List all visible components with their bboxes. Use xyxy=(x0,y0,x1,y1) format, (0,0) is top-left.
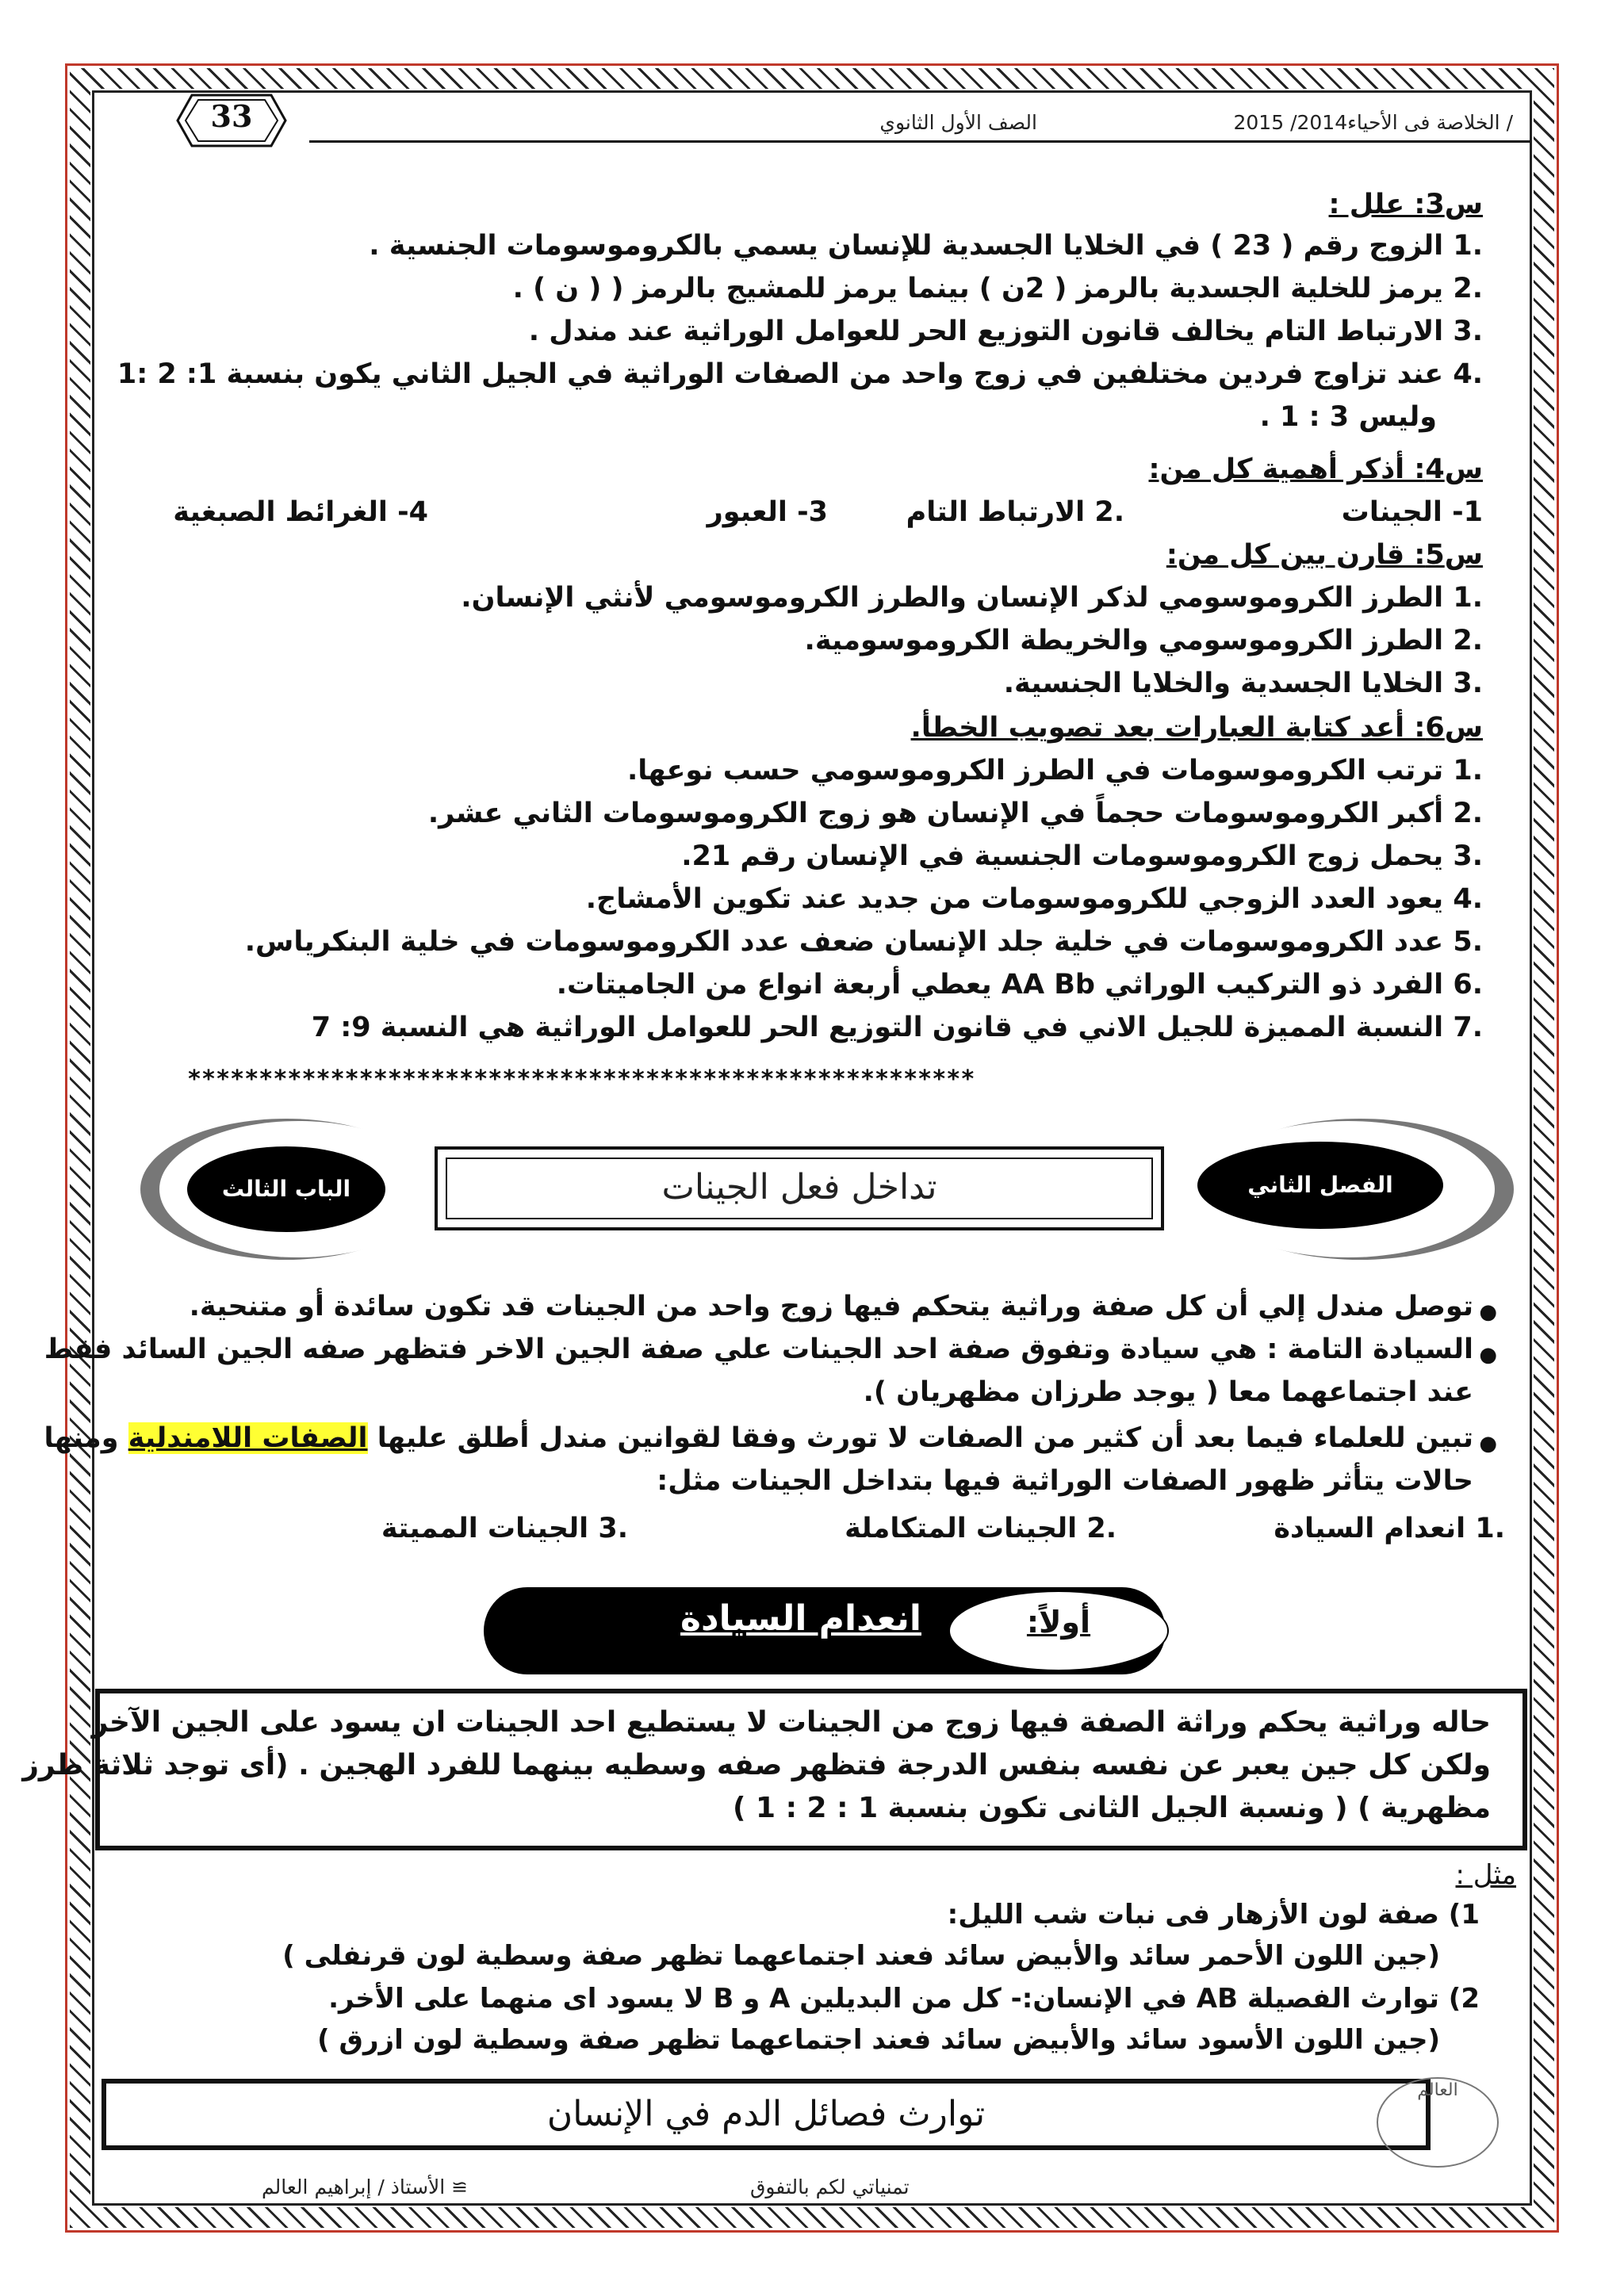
q3-item-4 xyxy=(117,354,1483,395)
bullet-icon: ● xyxy=(1479,1432,1497,1456)
item-number: .7 xyxy=(1453,1012,1483,1043)
item-text: أكبر الكروموسومات حجماً في الإنسان هو زوج الكروموسومات الثاني عشر. xyxy=(427,798,1444,829)
q4-item-4: 4- الغرائط الصبغية xyxy=(173,496,428,528)
q3-item-2 xyxy=(513,268,1483,309)
stamp-text: العالم xyxy=(1417,2080,1458,2100)
q4-heading: س4: أذكر أهمية كل من: xyxy=(1148,453,1483,485)
chapter-title: تداخل فعل الجينات xyxy=(446,1158,1153,1219)
q4-item-1: 1- الجينات xyxy=(1341,496,1483,528)
q6-heading: س6: أعد كتابة العبارات بعد تصويب الخطأ. xyxy=(910,712,1483,744)
item-number: .3 xyxy=(1453,668,1483,699)
book-part-badge: الباب الثالث xyxy=(187,1146,385,1232)
header-grade: الصف الأول الثانوي xyxy=(879,111,1037,134)
q6-item-3 xyxy=(681,836,1483,877)
item-number: .2 xyxy=(1453,273,1483,304)
q5-heading: س5: قارن بين كل من: xyxy=(1166,539,1483,571)
signature-stamp xyxy=(1377,2077,1499,2168)
item-number: .4 xyxy=(1453,358,1483,390)
item-number: .5 xyxy=(1453,926,1483,958)
item-text: يعود العدد الزوجي للكروموسومات من جديد عند تكوين الأمشاج. xyxy=(585,883,1444,915)
section-label: أولاً: xyxy=(1026,1605,1091,1640)
section-title: انعدام السيادة xyxy=(680,1598,921,1639)
q6-item-7 xyxy=(312,1007,1483,1048)
item-number: .3 xyxy=(1453,840,1483,872)
definition-line-3: مظهرية ) ( ونسبة الجيل الثانى تكون بنسبة 1 : 2 : 1 ) xyxy=(733,1792,1491,1824)
q6-item-1 xyxy=(627,750,1483,791)
item-text: ترتب الكروموسومات في الطرز الكروموسومي حسب نوعها. xyxy=(626,755,1444,786)
highlighted-term: الصفات اللامندلية xyxy=(128,1422,368,1454)
item-text: الخلايا الجسدية والخلايا الجنسية. xyxy=(1003,668,1444,699)
item-text: يرمز للخلية الجسدية بالرمز ( 2ن ) بينما يرمز للمشيج بالرمز ( ( ن ) . xyxy=(512,273,1444,304)
intro-bullet-1: توصل مندل إلي أن كل صفة وراثية يتحكم فيها زوج واحد من الجينات قد تكون سائدة أو متنحية. xyxy=(189,1291,1473,1322)
page-number: 33 xyxy=(210,98,253,134)
q3-item-3 xyxy=(529,311,1483,352)
item-number: .1 xyxy=(1453,755,1483,786)
footer-teacher: ≅ الأستاذ / إبراهيم العالم xyxy=(262,2175,469,2198)
q6-item-5 xyxy=(245,921,1483,962)
example-2-detail: (جين اللون الأسود سائد والأبيض سائد فعند اجتماعهما تظهر صفة وسطية لون ازرق ) xyxy=(317,2024,1440,2056)
item-number: .2 xyxy=(1453,625,1483,656)
header-rule xyxy=(309,140,1530,143)
example-1-detail: (جين اللون الأحمر سائد والأبيض سائد فعند اجتماعهما تظهر صفة وسطية لون قرنفلى ) xyxy=(282,1940,1440,1972)
item-number: .4 xyxy=(1453,883,1483,915)
interaction-type-1: .1 انعدام السيادة xyxy=(1274,1513,1505,1544)
blood-groups-title-box: توارث فصائل الدم في الإنسان xyxy=(102,2079,1431,2150)
chapter-title-box xyxy=(435,1146,1164,1230)
q4-item-2: .2 الارتباط التام xyxy=(906,496,1124,528)
item-text: عند تزاوج فردين مختلفين في زوج واحد من الصفات الوراثية في الجيل الثاني يكون بنسبة 1: 2 :1 xyxy=(117,358,1444,390)
intro-bullet-2-line-2: عند اجتماعهما معا ( يوجد طرزان مظهريان ). xyxy=(863,1376,1473,1408)
chapter-number-badge: الفصل الثاني xyxy=(1197,1142,1443,1229)
text-part: تبين للعلماء فيما بعد أن كثير من الصفات لا تورث وفقا لقوانين مندل أطلق عليها xyxy=(377,1422,1473,1454)
item-text: الفرد ذو التركيب الوراثي AA Bb يعطي أربعة انواع من الجاميتات. xyxy=(556,969,1444,1001)
q3-item-4-continued: وليس 3 : 1 . xyxy=(1259,401,1437,433)
bullet-icon: ● xyxy=(1479,1300,1497,1324)
intro-bullet-3-line-1 xyxy=(44,1418,1473,1459)
header-subject: / الخلاصة فى الأحياء2014/ 2015 xyxy=(1233,111,1513,134)
item-number: .1 xyxy=(1453,230,1483,262)
q3-item-1 xyxy=(369,225,1483,266)
q5-item-2 xyxy=(805,620,1483,661)
q5-item-1 xyxy=(461,577,1483,618)
definition-line-1: حاله وراثية يحكم وراثة الصفة فيها زوج من الجينات لا يستطيع احد الجينات ان يسود على الجين الآخر xyxy=(91,1706,1491,1739)
bullet-icon: ● xyxy=(1479,1343,1497,1367)
interaction-type-2: .2 الجينات المتكاملة xyxy=(845,1513,1116,1544)
item-text: الطرز الكروموسومي لذكر الإنسان والطرز الكروموسومي لأنثي الإنسان. xyxy=(461,582,1444,614)
item-text: عدد الكروموسومات في خلية جلد الإنسان ضعف عدد الكروموسومات في خلية البنكرياس. xyxy=(244,926,1444,958)
item-number: .2 xyxy=(1453,798,1483,829)
item-number: .6 xyxy=(1453,969,1483,1001)
item-number: .3 xyxy=(1453,316,1483,347)
q6-item-4 xyxy=(586,878,1483,920)
item-text: النسبة المميزة للجيل الاني في قانون التوزيع الحر للعوامل الوراثية هي النسبة 9: 7 xyxy=(311,1012,1444,1043)
item-text: الارتباط التام يخالف قانون التوزيع الحر للعوامل الوراثية عند مندل . xyxy=(528,316,1444,347)
text-part: ومنها xyxy=(44,1422,119,1454)
example-1: 1) صفة لون الأزهار فى نبات شب الليل: xyxy=(947,1899,1480,1931)
item-text: الطرز الكروموسومي والخريطة الكروموسومية. xyxy=(804,625,1444,656)
separator-stars: ******************************************************* xyxy=(187,1066,975,1085)
item-text: الزوج رقم ( 23 ) في الخلايا الجسدية للإنسان يسمي بالكروموسومات الجنسية . xyxy=(369,230,1444,262)
intro-bullet-3-line-2: حالات يتأثر ظهور الصفات الوراثية فيها بتداخل الجينات مثل: xyxy=(657,1465,1473,1497)
intro-bullet-2-line-1: السيادة التامة : هي سيادة وتفوق صفة احد الجينات علي صفة الجين الاخر فتظهر صفه الجين السائد فقط xyxy=(44,1334,1473,1365)
q6-item-6 xyxy=(557,964,1483,1005)
q6-item-2 xyxy=(428,793,1483,834)
definition-box xyxy=(22,1689,1527,1850)
item-text: يحمل زوج الكروموسومات الجنسية في الإنسان رقم 21. xyxy=(681,840,1444,872)
q3-heading: س3: علل : xyxy=(1328,189,1483,220)
examples-heading: مثل : xyxy=(1455,1859,1516,1891)
q5-item-3 xyxy=(1004,663,1483,704)
footer-wishes: تمنياتي لكم بالتفوق xyxy=(750,2175,910,2198)
example-2: 2) توارث الفصيلة AB في الإنسان:- كل من البديلين A و B لا يسود اى منهما على الأخر. xyxy=(328,1983,1480,2015)
definition-line-2: ولكن كل جين يعبر عن نفسه بنفس الدرجة فتظهر صفه وسطيه بينهما للفرد الهجين . (أى توجد ثلاثة طرز xyxy=(22,1749,1491,1781)
item-number: .1 xyxy=(1453,582,1483,614)
q4-item-3: 3- العبور xyxy=(707,496,828,528)
interaction-type-3: .3 الجينات المميتة xyxy=(381,1513,628,1544)
